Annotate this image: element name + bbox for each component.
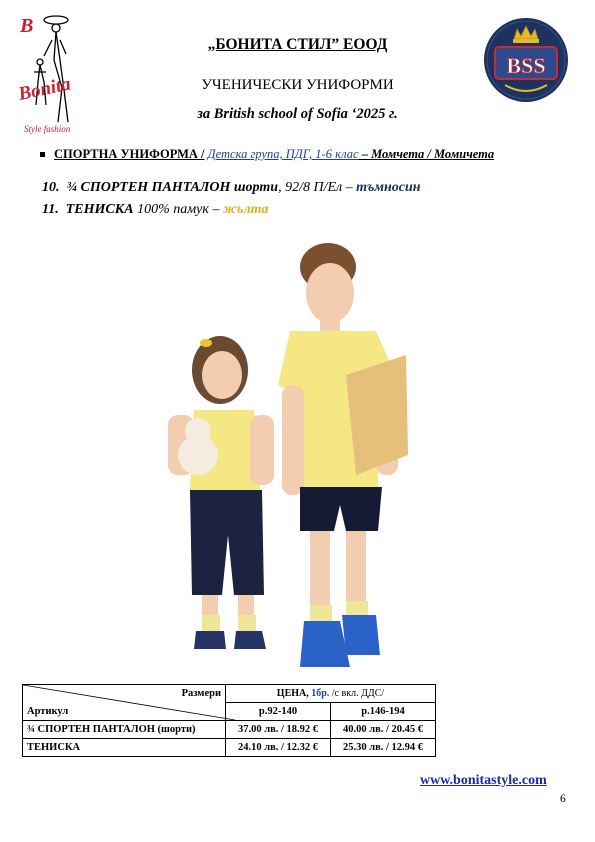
row-article: ТЕНИСКА bbox=[23, 739, 226, 757]
list-item-tshirt bbox=[42, 202, 269, 218]
price-label: ЦЕНА, bbox=[276, 688, 312, 699]
item-desc: 100% памук – bbox=[133, 202, 223, 217]
price-unit: 1бр. bbox=[311, 688, 330, 699]
section-gender: Момчета / Момичета bbox=[371, 147, 495, 161]
item-desc: , 92/8 П/Ел – bbox=[278, 180, 357, 195]
svg-text:B: B bbox=[20, 15, 34, 37]
website-link[interactable]: www.bonitastyle.com bbox=[420, 773, 547, 788]
section-title: СПОРТНА УНИФОРМА / bbox=[54, 147, 205, 161]
column-header-sizes: Размери bbox=[181, 688, 221, 699]
row-price: 37.00 лв. / 18.92 € bbox=[226, 721, 331, 739]
table-row bbox=[23, 721, 436, 739]
uniform-photo bbox=[150, 235, 450, 675]
price-vat-note: /с вкл. ДДС/ bbox=[329, 688, 385, 699]
svg-text:BSS: BSS bbox=[506, 53, 546, 78]
item-name: ТЕНИСКА bbox=[65, 202, 134, 217]
row-article: ¾ СПОРТЕН ПАНТАЛОН (шорти) bbox=[23, 721, 226, 739]
document-subtitle: УЧЕНИЧЕСКИ УНИФОРМИ bbox=[201, 77, 394, 93]
header-diagonal-cell bbox=[23, 685, 226, 721]
table-row bbox=[23, 739, 436, 757]
page-number: 6 bbox=[560, 793, 566, 805]
size-col-2: р.146-194 bbox=[331, 703, 436, 721]
section-heading bbox=[40, 147, 494, 162]
svg-text:Style fashion: Style fashion bbox=[24, 124, 71, 134]
item-name: ¾ СПОРТЕН ПАНТАЛОН шорти bbox=[66, 180, 279, 195]
price-header bbox=[226, 685, 436, 703]
company-name: „БОНИТА СТИЛ” ЕООД bbox=[207, 36, 388, 53]
bullet-icon bbox=[40, 152, 45, 157]
price-table bbox=[22, 684, 436, 757]
column-header-article: Артикул bbox=[27, 706, 69, 717]
list-item-shorts bbox=[42, 180, 421, 196]
school-line: за British school of Sofia ‘2025 г. bbox=[197, 106, 398, 122]
table-header-row bbox=[23, 685, 436, 703]
item-color: тъмносин bbox=[356, 180, 421, 195]
row-price: 25.30 лв. / 12.94 € bbox=[331, 739, 436, 757]
row-price: 24.10 лв. / 12.32 € bbox=[226, 739, 331, 757]
item-number: 11. bbox=[42, 202, 59, 217]
item-number: 10. bbox=[42, 180, 60, 195]
svg-text:Bonita: Bonita bbox=[18, 73, 73, 105]
item-color: жълта bbox=[222, 202, 269, 217]
section-dash: – bbox=[358, 147, 372, 161]
size-col-1: р.92-140 bbox=[226, 703, 331, 721]
row-price: 40.00 лв. / 20.45 € bbox=[331, 721, 436, 739]
section-group-link[interactable]: Детска група, ПДГ, 1-6 клас bbox=[207, 147, 359, 161]
